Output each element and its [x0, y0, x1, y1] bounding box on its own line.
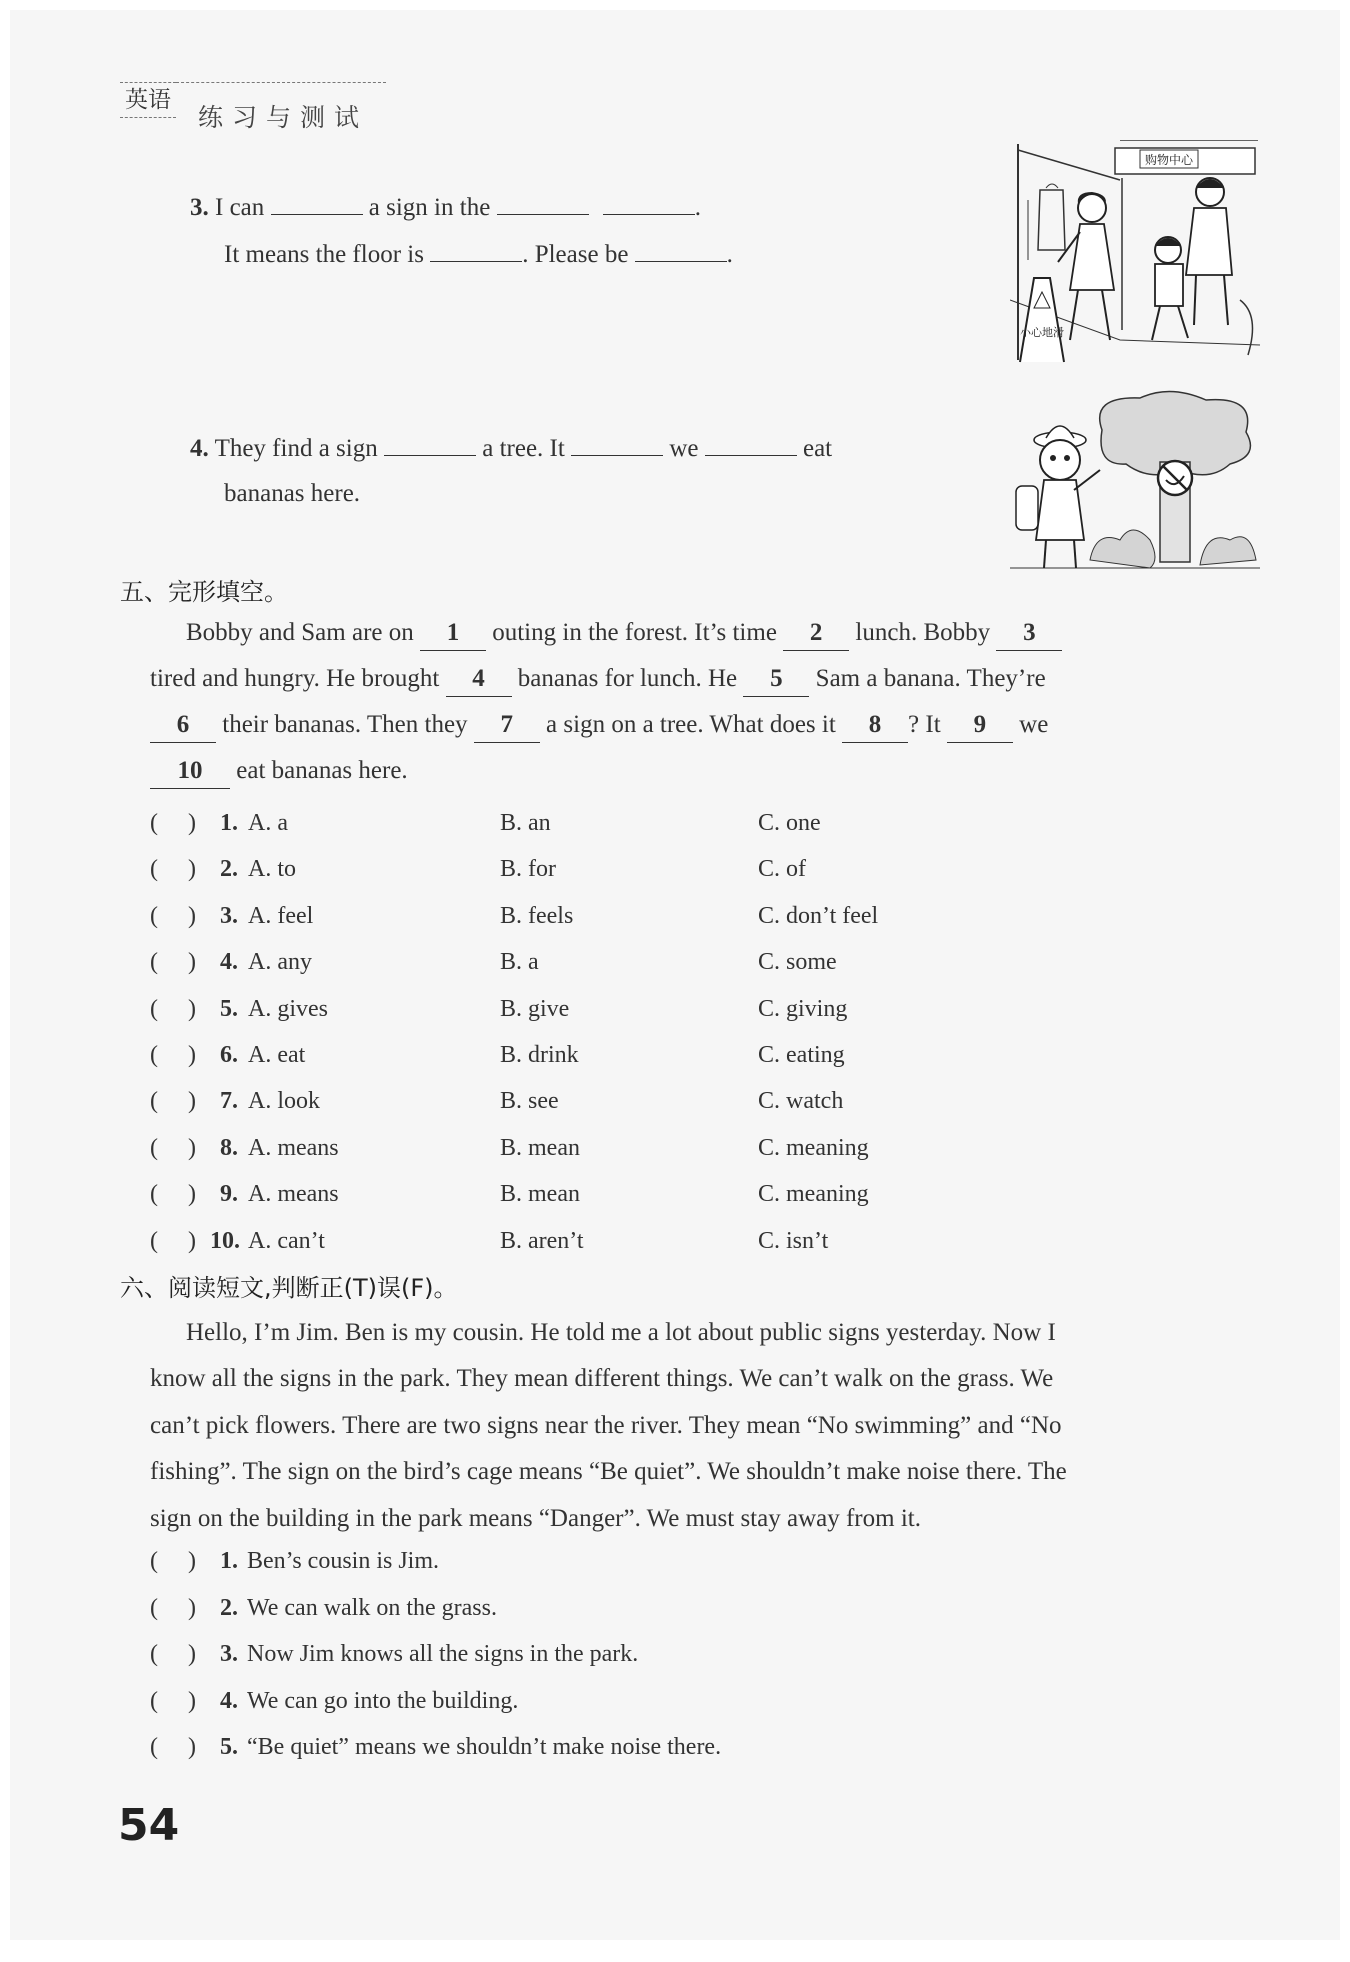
option-a[interactable]: A. gives: [248, 995, 328, 1022]
answer-bracket[interactable]: ( ): [150, 902, 196, 929]
option-a[interactable]: A. a: [248, 810, 288, 836]
option-c[interactable]: C. some: [758, 949, 837, 976]
cloze-text: we: [1019, 711, 1049, 738]
wet-floor-sign-text: 小心地滑: [1020, 326, 1064, 339]
q4-text-a: They find a sign: [214, 435, 378, 462]
answer-bracket[interactable]: ( ): [150, 1134, 196, 1161]
option-a[interactable]: A. to: [248, 856, 296, 883]
q3-text-b: a sign in the: [368, 194, 491, 221]
answer-bracket[interactable]: ( ): [150, 1088, 196, 1115]
q4-line1: [190, 431, 832, 466]
statement-text: Ben’s cousin is Jim.: [247, 1548, 440, 1574]
option-b[interactable]: B. drink: [500, 1042, 579, 1068]
q3-text-c: It means the floor is: [224, 241, 424, 268]
answer-bracket[interactable]: ( ): [150, 949, 196, 976]
cloze-text: outing in the forest. It’s time: [492, 619, 777, 646]
answer-bracket[interactable]: ( ): [150, 1181, 196, 1208]
q3-text-d: . Please be: [522, 241, 629, 268]
option-number: 7.: [220, 1088, 238, 1115]
option-number: 6.: [220, 1042, 238, 1068]
page-number: 54: [118, 1800, 180, 1851]
passage-line: Hello, I’m Jim. Ben is my cousin. He told me a lot about public signs yesterday. Now I: [186, 1319, 1056, 1346]
cloze-blank-1[interactable]: 1: [420, 616, 486, 651]
q4-line2: bananas here.: [224, 480, 361, 507]
tf-answer-bracket[interactable]: ( ): [150, 1548, 196, 1574]
option-b[interactable]: B. an: [500, 810, 551, 836]
option-a[interactable]: A. can’t: [248, 1227, 325, 1254]
workbook-page: [10, 10, 1340, 1940]
q3-blank-1[interactable]: [271, 190, 363, 215]
option-c[interactable]: C. eating: [758, 1042, 845, 1068]
cloze-blank-7[interactable]: 7: [474, 708, 540, 743]
option-a[interactable]: A. eat: [248, 1042, 306, 1068]
q3-blank-2[interactable]: [497, 190, 589, 215]
cloze-text: bananas for lunch. He: [517, 665, 738, 692]
passage-line: sign on the building in the park means “Danger”. We must stay away from it.: [150, 1504, 921, 1532]
cloze-text: Sam a banana. They’re: [815, 665, 1046, 692]
q3-number: 3.: [190, 194, 209, 221]
option-number: 9.: [220, 1181, 238, 1208]
cloze-line-3: [150, 708, 1048, 743]
option-number: 5.: [220, 995, 238, 1022]
shop-sign-text: 购物中心: [1144, 153, 1194, 167]
q4-blank-1[interactable]: [384, 431, 476, 456]
answer-bracket[interactable]: ( ): [150, 1042, 196, 1068]
option-a[interactable]: A. any: [248, 949, 312, 976]
cloze-blank-2[interactable]: 2: [783, 616, 849, 651]
cloze-text: Bobby and Sam are on: [186, 619, 414, 646]
option-b[interactable]: B. for: [500, 856, 556, 883]
option-c[interactable]: C. don’t feel: [758, 902, 879, 929]
answer-bracket[interactable]: ( ): [150, 995, 196, 1022]
cloze-blank-8[interactable]: 8: [842, 708, 908, 743]
q3-text-a: I can: [215, 194, 265, 221]
tree-sign-illustration: [1010, 390, 1262, 580]
option-a[interactable]: A. means: [248, 1134, 339, 1161]
q4-number: 4.: [190, 435, 209, 462]
header-rule: [176, 82, 386, 83]
option-number: 4.: [220, 949, 238, 976]
cloze-blank-9[interactable]: 9: [947, 708, 1013, 743]
q4-text-b: a tree. It: [482, 435, 565, 462]
section5-title: 五、完形填空。: [120, 578, 288, 606]
option-b[interactable]: B. feels: [500, 902, 574, 929]
option-a[interactable]: A. look: [248, 1088, 320, 1115]
tf-answer-bracket[interactable]: ( ): [150, 1687, 196, 1714]
statement-text: “Be quiet” means we shouldn’t make noise there.: [247, 1734, 722, 1761]
q4-text-c: we: [669, 435, 699, 462]
tf-answer-bracket[interactable]: ( ): [150, 1641, 196, 1668]
cloze-blank-4[interactable]: 4: [446, 662, 512, 697]
option-c[interactable]: C. meaning: [758, 1181, 869, 1208]
cloze-blank-3[interactable]: 3: [996, 616, 1062, 651]
option-number: 3.: [220, 902, 238, 929]
statement-number: 2.: [220, 1594, 238, 1621]
q3-line2: It means the floor is . Please be .: [224, 237, 733, 272]
statement-number: 1.: [220, 1548, 238, 1574]
option-b[interactable]: B. mean: [500, 1181, 580, 1208]
passage-line: can’t pick flowers. There are two signs near the river. They mean “No swimming” and “No: [150, 1411, 1062, 1439]
option-number: 2.: [220, 856, 238, 883]
q4-blank-2[interactable]: [571, 431, 663, 456]
passage-line: fishing”. The sign on the bird’s cage means “Be quiet”. We shouldn’t make noise there. The: [150, 1458, 1067, 1486]
cloze-text: their bananas. Then they: [222, 711, 468, 738]
option-c[interactable]: C. meaning: [758, 1134, 869, 1161]
q4-text-d: eat: [802, 435, 833, 462]
statement-number: 5.: [220, 1734, 238, 1761]
section6-title: 六、阅读短文,判断正(T)误(F)。: [120, 1274, 458, 1302]
option-number: 8.: [220, 1134, 238, 1161]
cloze-text: tired and hungry. He brought: [150, 665, 440, 692]
option-c[interactable]: C. one: [758, 810, 821, 836]
cloze-line-4: [150, 754, 408, 789]
q4-blank-3[interactable]: [705, 431, 797, 456]
option-b[interactable]: B. aren’t: [500, 1227, 584, 1254]
option-c[interactable]: C. watch: [758, 1088, 844, 1115]
q3-line1: 3. I can a sign in the .: [190, 190, 701, 225]
q3-blank-4[interactable]: [430, 237, 522, 262]
option-b[interactable]: B. a: [500, 949, 539, 976]
option-b[interactable]: B. see: [500, 1088, 559, 1115]
tf-answer-bracket[interactable]: ( ): [150, 1734, 196, 1761]
cloze-text: ? It: [908, 711, 941, 738]
answer-bracket[interactable]: ( ): [150, 810, 196, 836]
tf-answer-bracket[interactable]: ( ): [150, 1594, 196, 1621]
statement-text: We can go into the building.: [247, 1687, 519, 1714]
q3-blank-3[interactable]: [603, 190, 695, 215]
option-b[interactable]: B. mean: [500, 1134, 580, 1161]
answer-bracket[interactable]: ( ): [150, 1227, 196, 1254]
page-header: [120, 78, 390, 138]
mall-wet-floor-illustration: [1010, 140, 1262, 372]
cloze-text: eat bananas here.: [236, 757, 408, 784]
cloze-text: lunch. Bobby: [855, 619, 991, 646]
cloze-blank-6[interactable]: 6: [150, 708, 216, 743]
passage-line: know all the signs in the park. They mean different things. We can’t walk on the grass. We: [150, 1365, 1054, 1393]
cloze-blank-10[interactable]: 10: [150, 754, 230, 789]
cloze-blank-5[interactable]: 5: [743, 662, 809, 697]
statement-number: 4.: [220, 1687, 238, 1714]
statement-number: 3.: [220, 1641, 238, 1668]
series-title: 练习与测试: [198, 103, 369, 132]
option-number: 1.: [220, 810, 238, 836]
cloze-text: a sign on a tree. What does it: [546, 711, 836, 738]
option-c[interactable]: C. isn’t: [758, 1227, 829, 1254]
option-b[interactable]: B. give: [500, 995, 570, 1022]
option-c[interactable]: C. giving: [758, 995, 848, 1022]
subject-label: 英语: [120, 82, 176, 118]
statement-text: Now Jim knows all the signs in the park.: [247, 1641, 639, 1668]
q3-blank-5[interactable]: [635, 237, 727, 262]
option-a[interactable]: A. means: [248, 1181, 339, 1208]
option-number: 10.: [210, 1227, 240, 1254]
statement-text: We can walk on the grass.: [247, 1594, 497, 1621]
cloze-line-2: [150, 662, 1046, 697]
answer-bracket[interactable]: ( ): [150, 856, 196, 883]
cloze-line-1: [186, 616, 1062, 651]
option-c[interactable]: C. of: [758, 856, 806, 883]
option-a[interactable]: A. feel: [248, 902, 314, 929]
